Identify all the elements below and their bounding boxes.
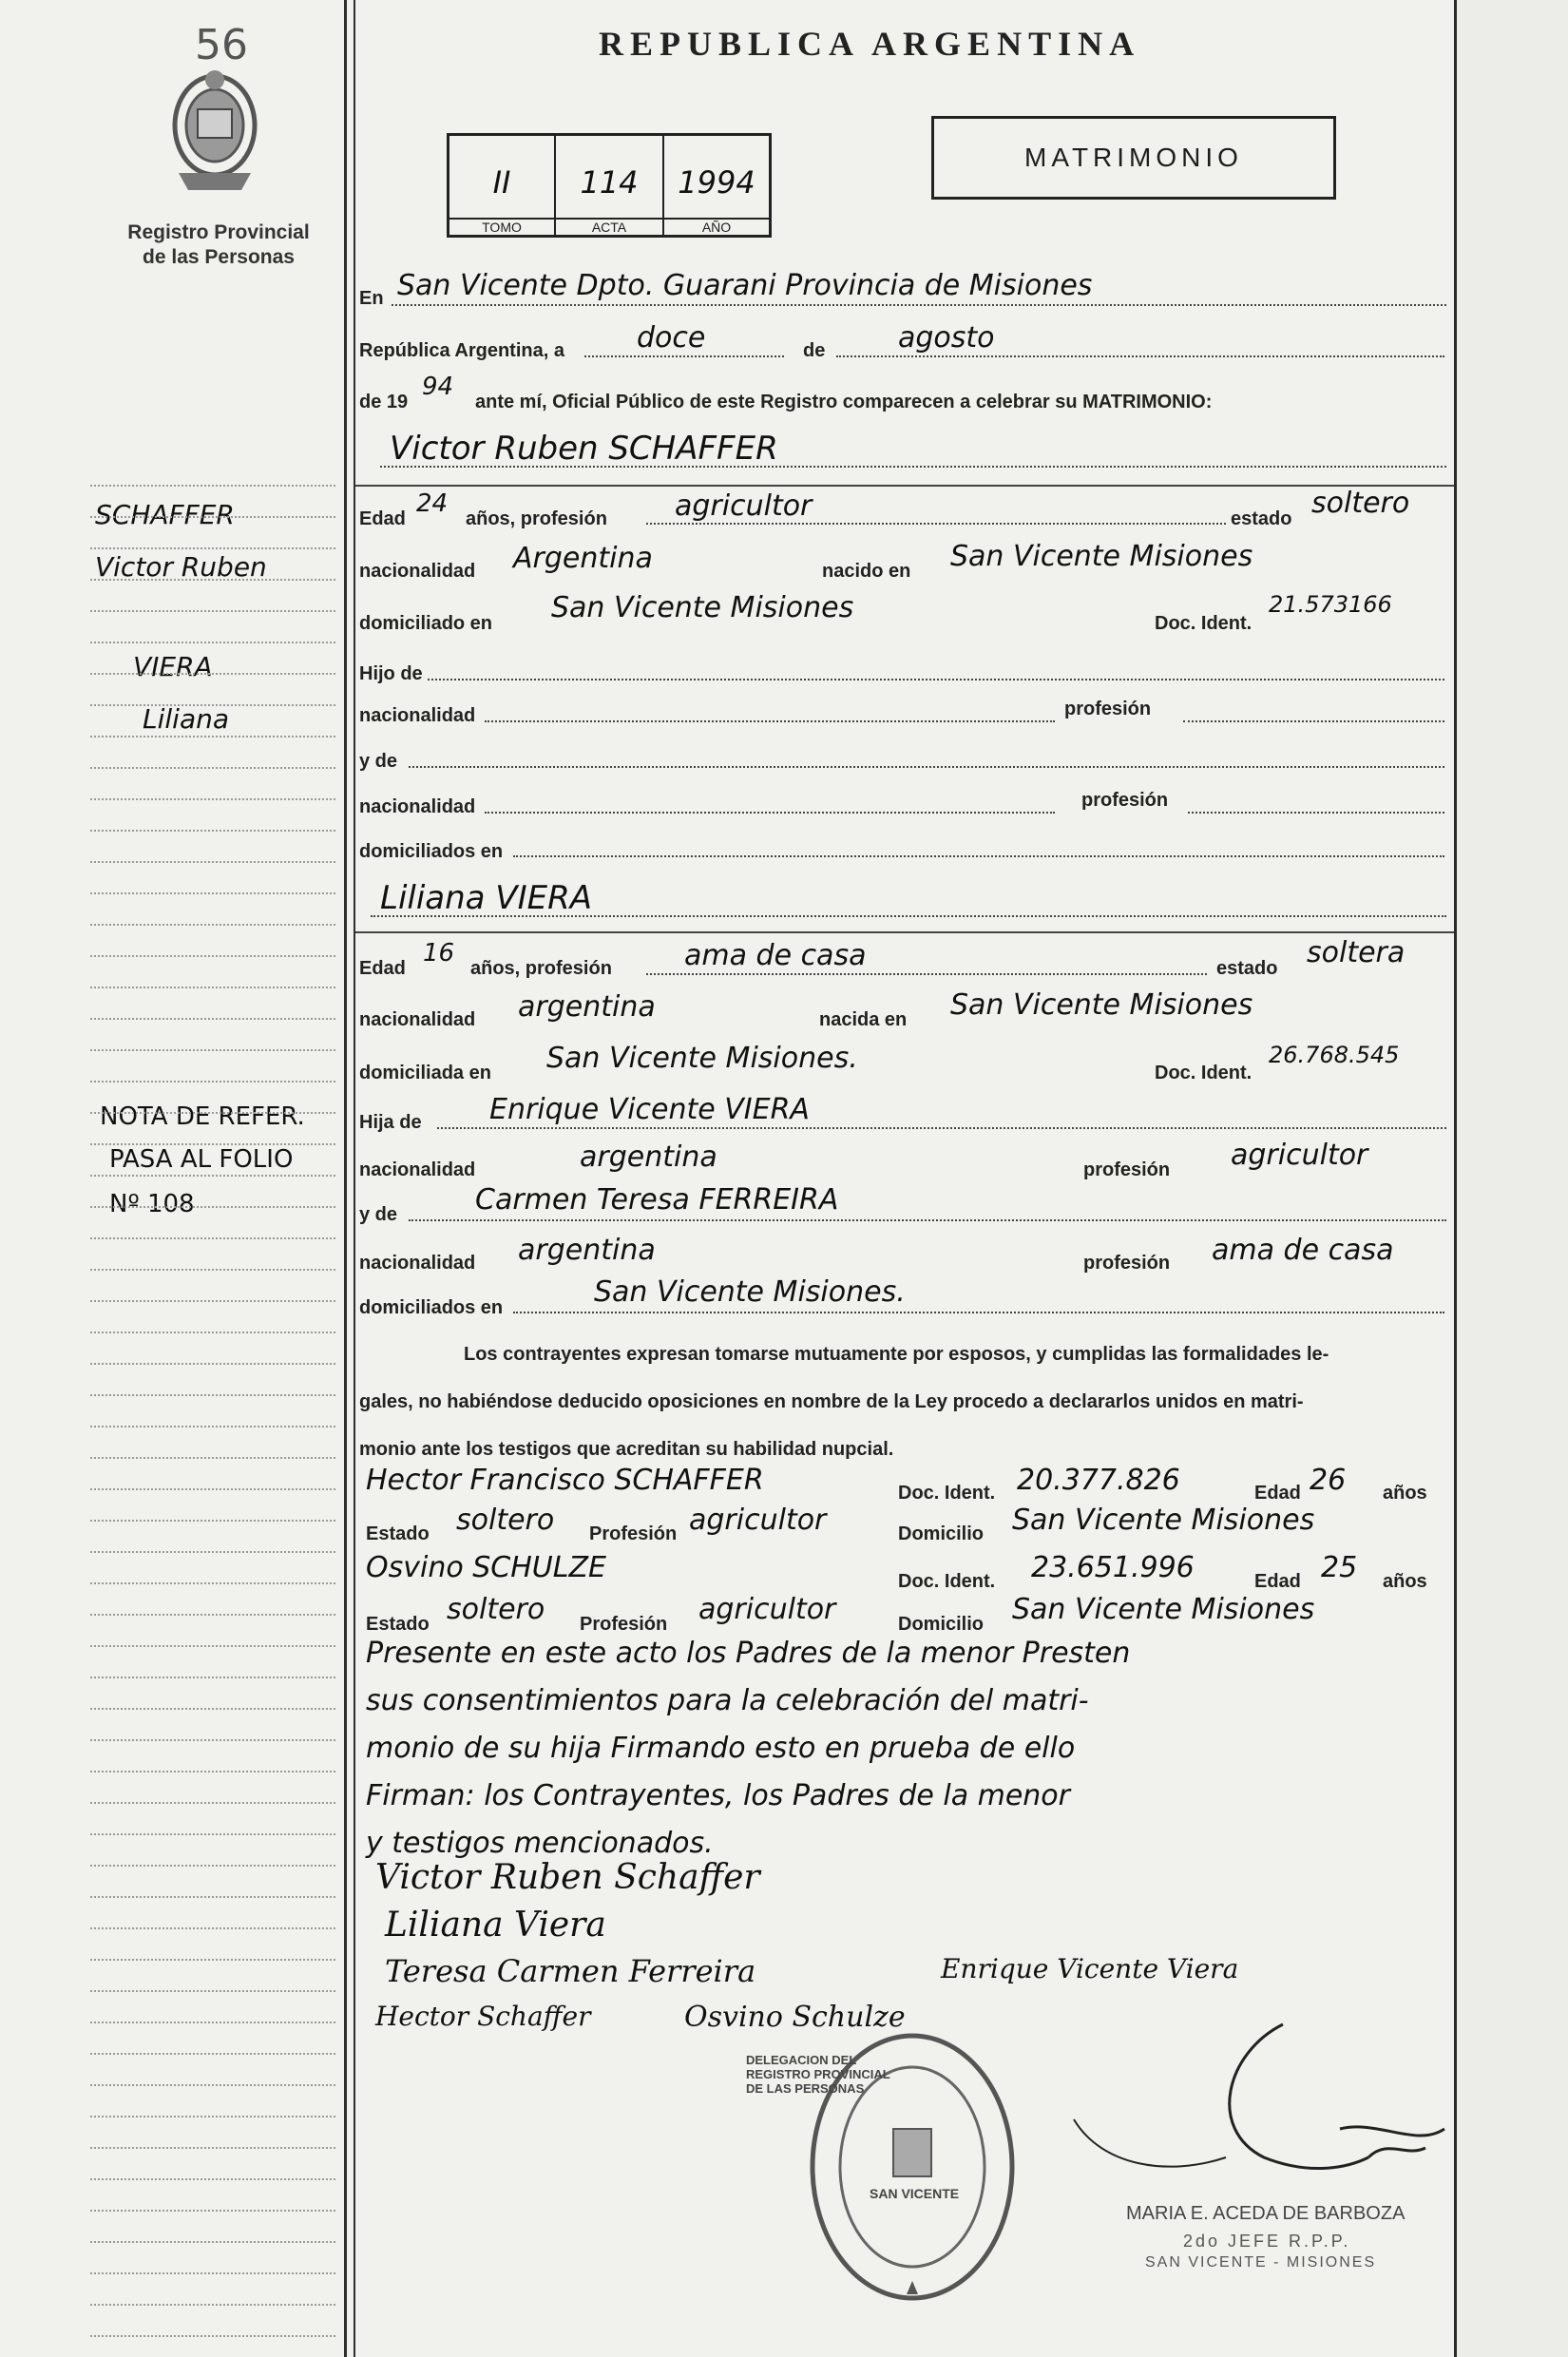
groom-nacido-label: nacido en	[822, 561, 911, 582]
bride-yde-label: y de	[359, 1204, 398, 1225]
bride-fnac-label: nacionalidad	[359, 1159, 476, 1180]
margin-rule-line	[90, 1488, 335, 1490]
signature: Victor Ruben Schaffer	[375, 1858, 760, 1897]
tomo-cell	[449, 136, 556, 235]
witness1-name: Hector Francisco SCHAFFER	[366, 1464, 764, 1497]
year-suffix: 94	[422, 373, 454, 401]
margin-rule-line	[90, 1394, 335, 1396]
margin-rule-line	[90, 2116, 335, 2117]
margin-rule-line	[90, 1426, 335, 1428]
margin-rule-line	[90, 1771, 335, 1773]
margin-rule-line	[90, 2178, 335, 2180]
declaration-line-2: gales, no habiéndose deducido oposiciones en nombre de la Ley procedo a declararlos unidos en matri-	[359, 1391, 1304, 1412]
margin-rule-line	[90, 1614, 335, 1616]
signature: Osvino Schulze	[684, 2001, 906, 2034]
witness2-doc: 23.651.996	[1031, 1551, 1195, 1584]
groom-nacionalidad-label: nacionalidad	[359, 561, 476, 582]
witness2-estado-label: Estado	[366, 1614, 430, 1635]
margin-rule-line	[90, 1457, 335, 1459]
margin-rule-line	[90, 579, 335, 581]
margin-rule-line	[90, 1237, 335, 1239]
registry-number-table	[447, 133, 772, 238]
registry-line-1: Registro Provincial	[127, 221, 310, 243]
groom-estado: soltero	[1311, 487, 1410, 520]
bride-domicilio-label: domiciliada en	[359, 1063, 491, 1083]
tomo-value: II	[492, 164, 511, 201]
groom-yde-label: y de	[359, 751, 398, 772]
margin-note-1: NOTA DE REFER.	[100, 1102, 305, 1131]
bride-dom-label: domiciliados en	[359, 1297, 504, 1318]
margin-bride-surname: VIERA	[133, 651, 213, 682]
margin-rule-line	[90, 516, 335, 518]
page-number: 56	[195, 21, 248, 69]
groom-edad: 24	[416, 489, 449, 518]
margin-groom-surname: SCHAFFER	[95, 499, 235, 530]
margin-rule-line	[90, 1865, 335, 1867]
bride-anos-label: años, profesión	[470, 958, 612, 979]
witness1-edad-label: Edad	[1254, 1483, 1301, 1504]
witness2-edad-label: Edad	[1254, 1571, 1301, 1592]
ano-label: AÑO	[664, 218, 769, 235]
bride-mprof-label: profesión	[1083, 1253, 1171, 1274]
margin-rule-line	[90, 1143, 335, 1145]
witness1-prof: agricultor	[689, 1504, 827, 1537]
intro-sentence: ante mí, Oficial Público de este Registro comparecen a celebrar su MATRIMONIO:	[475, 392, 1213, 412]
bride-domicilio: San Vicente Misiones.	[546, 1042, 858, 1075]
place-value: San Vicente Dpto. Guarani Provincia de Misiones	[397, 269, 1093, 302]
groom-estado-label: estado	[1231, 508, 1292, 529]
margin-rule-line	[90, 485, 335, 487]
margin-rule-line	[90, 955, 335, 957]
margin-rule-line	[90, 547, 335, 549]
margin-bride-given: Liliana	[143, 703, 229, 735]
bride-estado: soltera	[1307, 936, 1405, 969]
ano-value: 1994	[678, 164, 755, 201]
groom-nacionalidad: Argentina	[513, 542, 653, 575]
bride-mnac: argentina	[518, 1234, 656, 1267]
witness2-doc-label: Doc. Ident.	[898, 1571, 996, 1592]
note-line: sus consentimientos para la celebración del matri-	[366, 1684, 1089, 1717]
witness1-estado: soltero	[456, 1504, 555, 1537]
groom-nac2-label: nacionalidad	[359, 796, 476, 817]
margin-rule-line	[90, 861, 335, 863]
bride-edad: 16	[423, 939, 455, 968]
margin-rule-line	[90, 1520, 335, 1522]
margin-rule-line	[90, 1990, 335, 1992]
witness1-estado-label: Estado	[366, 1523, 430, 1544]
witness1-anos-label: años	[1383, 1483, 1427, 1504]
margin-rule-line	[90, 673, 335, 675]
bride-nacida-label: nacida en	[819, 1009, 908, 1030]
declaration-line-1: Los contrayentes expresan tomarse mutuamente por esposos, y cumplidas las formalidades le-	[464, 1344, 1329, 1365]
bride-profesion: ama de casa	[684, 939, 867, 972]
country-title: REPUBLICA ARGENTINA	[599, 25, 1141, 63]
day-value: doce	[637, 321, 706, 355]
signature: Teresa Carmen Ferreira	[385, 1953, 756, 1989]
margin-rule-line	[90, 2335, 335, 2337]
margin-groom-given: Victor Ruben	[95, 551, 267, 583]
doc-type-box	[931, 116, 1336, 200]
witness1-edad: 26	[1310, 1464, 1347, 1497]
official-place: SAN VICENTE - MISIONES	[1145, 2254, 1377, 2271]
margin-note-3: Nº 108	[109, 1190, 195, 1218]
margin-rule-line	[90, 830, 335, 832]
registry-line-2: de las Personas	[143, 246, 295, 268]
witness2-edad: 25	[1321, 1551, 1358, 1584]
bride-doc: 26.768.545	[1269, 1042, 1400, 1068]
official-name: MARIA E. ACEDA DE BARBOZA	[1126, 2203, 1405, 2224]
bride-name: Liliana VIERA	[380, 879, 592, 917]
groom-domicilio-label: domiciliado en	[359, 613, 493, 634]
margin-rule-line	[90, 1582, 335, 1584]
month-value: agosto	[898, 321, 995, 355]
margin-rule-line	[90, 2210, 335, 2212]
groom-name: Victor Ruben SCHAFFER	[390, 430, 778, 468]
groom-prof2-label: profesión	[1081, 790, 1169, 811]
witness2-estado: soltero	[447, 1593, 545, 1626]
groom-edad-label: Edad	[359, 508, 406, 529]
acta-value: 114	[580, 164, 639, 201]
note-line: y testigos mencionados.	[366, 1827, 714, 1860]
de-label: de	[803, 340, 826, 361]
margin-rule-line	[90, 1896, 335, 1898]
bride-fprof: agricultor	[1231, 1139, 1368, 1172]
bride-doc-label: Doc. Ident.	[1155, 1063, 1252, 1083]
groom-profesion: agricultor	[675, 489, 813, 523]
margin-rule-line	[90, 892, 335, 894]
margin-rule-line	[90, 736, 335, 738]
tomo-label: TOMO	[449, 218, 554, 235]
groom-doc-label: Doc. Ident.	[1155, 613, 1252, 634]
margin-rule-line	[90, 1018, 335, 1020]
acta-label: ACTA	[556, 218, 662, 235]
bride-fprof-label: profesión	[1083, 1159, 1171, 1180]
margin-rule-line	[90, 610, 335, 612]
seal-ring-text: DELEGACION DEL REGISTRO PROVINCIAL DE LAS PERSONAS	[746, 2053, 890, 2096]
declaration-line-3: monio ante los testigos que acreditan su habilidad nupcial.	[359, 1439, 894, 1460]
republic-label: República Argentina, a	[359, 340, 564, 361]
note-line: monio de su hija Firmando esto en prueba de ello	[366, 1732, 1076, 1765]
margin-rule-line	[90, 1802, 335, 1804]
margin-rule-line	[90, 1645, 335, 1647]
margin-rule-line	[90, 1049, 335, 1051]
official-signature-icon	[1064, 2015, 1463, 2186]
margin-rule-line	[90, 1269, 335, 1271]
margin-rule-line	[90, 1081, 335, 1083]
bride-estado-label: estado	[1216, 958, 1278, 979]
groom-prof1-label: profesión	[1064, 699, 1152, 719]
witness2-dom: San Vicente Misiones	[1012, 1593, 1315, 1626]
margin-rule-line	[90, 2304, 335, 2306]
witness1-doc-label: Doc. Ident.	[898, 1483, 996, 1504]
seal-center-text: SAN VICENTE	[870, 2186, 960, 2201]
witness1-doc: 20.377.826	[1017, 1464, 1180, 1497]
coat-of-arms-icon	[160, 67, 270, 200]
bride-fnac: argentina	[580, 1140, 717, 1174]
witness2-prof-label: Profesión	[580, 1614, 668, 1635]
en-label: En	[359, 288, 384, 309]
note-line: Presente en este acto los Padres de la menor Presten	[366, 1637, 1131, 1670]
margin-rule-line	[90, 987, 335, 988]
bride-mother: Carmen Teresa FERREIRA	[475, 1183, 839, 1217]
bride-nacida: San Vicente Misiones	[950, 988, 1253, 1022]
witness1-dom: San Vicente Misiones	[1012, 1504, 1315, 1537]
margin-rule	[344, 0, 347, 2357]
margin-rule-line	[90, 1363, 335, 1365]
margin-rule-line	[90, 1112, 335, 1114]
bride-dom: San Vicente Misiones.	[594, 1275, 906, 1309]
margin-rule-line	[90, 1175, 335, 1177]
groom-nacido: San Vicente Misiones	[950, 540, 1253, 573]
margin-rule-line	[90, 798, 335, 800]
margin-rule-line	[90, 1332, 335, 1333]
margin-rule-line	[90, 642, 335, 643]
margin-rule-line	[90, 2241, 335, 2243]
signature: Liliana Viera	[385, 1906, 606, 1945]
margin-rule-line	[90, 1300, 335, 1302]
official-title: 2do JEFE R.P.P.	[1183, 2232, 1351, 2251]
bride-nacionalidad-label: nacionalidad	[359, 1009, 476, 1030]
witness2-dom-label: Domicilio	[898, 1614, 985, 1635]
margin-rule-line	[90, 924, 335, 926]
margin-rule-line	[90, 704, 335, 706]
signature: Enrique Vicente Viera	[941, 1953, 1239, 1984]
margin-rule-line	[90, 767, 335, 769]
margin-rule-line	[90, 1551, 335, 1553]
margin-rule-line	[90, 1739, 335, 1741]
margin-rule-line	[90, 1708, 335, 1710]
margin-rule-line	[90, 1206, 335, 1208]
note-line: Firman: los Contrayentes, los Padres de la menor	[366, 1779, 1070, 1812]
witness2-anos-label: años	[1383, 1571, 1427, 1592]
margin-rule-line	[90, 2053, 335, 2055]
groom-doc: 21.573166	[1269, 591, 1392, 618]
bride-mnac-label: nacionalidad	[359, 1253, 476, 1274]
doc-type-label: MATRIMONIO	[1024, 143, 1243, 172]
ano-cell	[664, 136, 769, 235]
groom-nac1-label: nacionalidad	[359, 705, 476, 726]
bride-mprof: ama de casa	[1212, 1234, 1394, 1267]
groom-domiciliados-label: domiciliados en	[359, 841, 504, 862]
witness1-dom-label: Domicilio	[898, 1523, 985, 1544]
margin-rule-line	[90, 1677, 335, 1678]
signature: Hector Schaffer	[375, 2001, 591, 2032]
bride-hija-label: Hija de	[359, 1112, 422, 1133]
margin-rule-line	[90, 1927, 335, 1929]
margin-rule-line	[90, 1959, 335, 1961]
margin-rule-line	[90, 2272, 335, 2274]
margin-rule-line	[90, 2022, 335, 2023]
margin-rule-line	[90, 2084, 335, 2086]
margin-rule-inner	[354, 0, 355, 2357]
notes-block	[366, 1637, 1130, 1874]
bride-edad-label: Edad	[359, 958, 406, 979]
bride-father: Enrique Vicente VIERA	[489, 1093, 810, 1126]
groom-domicilio: San Vicente Misiones	[551, 591, 854, 624]
margin-note-2: PASA AL FOLIO	[109, 1145, 294, 1174]
bride-nacionalidad: argentina	[518, 990, 656, 1024]
witness2-prof: agricultor	[698, 1593, 836, 1626]
acta-cell	[556, 136, 664, 235]
groom-anos-label: años, profesión	[466, 508, 607, 529]
margin-rule-line	[90, 1833, 335, 1835]
witness2-name: Osvino SCHULZE	[366, 1551, 606, 1584]
year-prefix: de 19	[359, 392, 409, 412]
witness1-prof-label: Profesión	[589, 1523, 678, 1544]
groom-hijo-label: Hijo de	[359, 663, 423, 684]
margin-rule-line	[90, 2147, 335, 2149]
